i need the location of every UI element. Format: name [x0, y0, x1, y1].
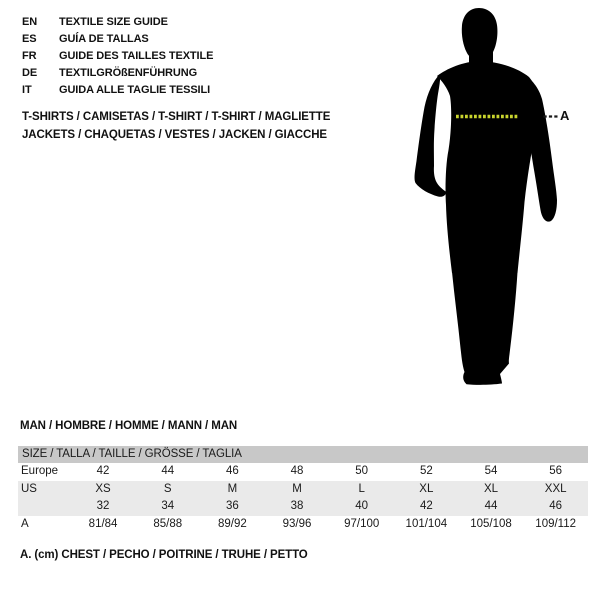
size-value-cell: 89/92 — [217, 517, 247, 530]
silhouette-head — [462, 8, 498, 61]
row-label — [18, 498, 71, 516]
language-label: GUIDA ALLE TAGLIE TESSILI — [59, 83, 211, 96]
size-value-cell: 85/88 — [153, 517, 183, 530]
language-label: TEXTILGRÖßENFÜHRUNG — [59, 66, 198, 79]
size-table-row — [18, 481, 588, 499]
size-value-cell: 50 — [355, 465, 369, 477]
size-value-cell: S — [163, 482, 172, 495]
size-value-cell: 54 — [484, 465, 498, 477]
row-label: Europe — [21, 465, 59, 477]
language-row — [22, 13, 213, 30]
language-list — [22, 13, 213, 98]
size-table-body — [18, 463, 588, 533]
size-value-cell: 56 — [549, 465, 563, 477]
silhouette-torso — [437, 61, 540, 273]
category-lines — [22, 109, 330, 144]
measurement-label-a: A — [560, 108, 570, 123]
section-title-man: MAN / HOMBRE / HOMME / MANN / MAN — [20, 420, 238, 432]
size-value-cell: 48 — [290, 465, 304, 477]
size-value-cell: M — [227, 482, 238, 495]
size-value-cell: XS — [95, 482, 111, 495]
size-value-cell: 97/100 — [344, 517, 380, 530]
language-row — [22, 47, 213, 64]
silhouette-legs — [452, 272, 518, 385]
size-value-cell: 93/96 — [282, 517, 312, 530]
size-value-cell: 42 — [96, 465, 110, 477]
category-line-jackets: JACKETS / CHAQUETAS / VESTES / JACKEN / GIACCHE — [22, 128, 327, 141]
silhouette-shape — [415, 8, 557, 385]
size-value-cell: XXL — [544, 482, 567, 495]
size-value-cell: 101/104 — [405, 517, 448, 530]
silhouette-right-arm — [519, 73, 557, 222]
size-value-cell: 44 — [484, 500, 498, 512]
size-table-row — [18, 516, 588, 534]
size-value-cell: 42 — [419, 500, 433, 512]
language-label: TEXTILE SIZE GUIDE — [59, 15, 168, 28]
size-value-cell: M — [292, 482, 302, 495]
row-label: A — [21, 517, 29, 530]
language-code: DE — [22, 66, 38, 79]
language-row — [22, 64, 213, 81]
footnote-chest: A. (cm) CHEST / PECHO / POITRINE / TRUHE / PETTO — [20, 549, 308, 561]
language-code: ES — [22, 32, 37, 45]
language-label: GUIDE DES TAILLES TEXTILE — [59, 49, 214, 62]
size-value-cell: 36 — [225, 500, 239, 512]
size-table — [18, 446, 588, 533]
size-table-row — [18, 463, 588, 481]
size-value-cell: L — [358, 482, 365, 495]
language-label: GUÍA DE TALLAS — [59, 32, 149, 45]
language-code: IT — [22, 83, 32, 96]
language-code: EN — [22, 15, 38, 28]
size-table-row — [18, 498, 588, 516]
row-label: US — [21, 482, 37, 495]
silhouette-neck — [469, 46, 493, 64]
size-value-cell: 105/108 — [470, 517, 512, 530]
size-value-cell: XL — [483, 482, 499, 495]
language-code: FR — [22, 49, 37, 62]
size-value-cell: 34 — [161, 500, 175, 512]
size-value-cell: XL — [419, 482, 434, 495]
size-value-cell: 40 — [355, 500, 369, 512]
size-value-cell: 109/112 — [535, 517, 577, 530]
size-value-cell: 32 — [96, 500, 110, 512]
size-value-cell: 81/84 — [88, 517, 118, 530]
silhouette-left-arm — [415, 74, 447, 197]
category-line-tshirts: T-SHIRTS / CAMISETAS / T-SHIRT / T-SHIRT / MAGLIETTE — [22, 111, 331, 123]
size-value-cell: 46 — [225, 465, 239, 477]
size-table-header: SIZE / TALLA / TAILLE / GRÖSSE / TAGLIA — [18, 446, 588, 463]
size-value-cell: 46 — [549, 500, 563, 512]
size-value-cell: 38 — [290, 500, 304, 512]
language-row — [22, 30, 213, 47]
size-value-cell: 44 — [161, 465, 175, 477]
language-row — [22, 81, 213, 98]
size-value-cell: 52 — [419, 465, 433, 477]
